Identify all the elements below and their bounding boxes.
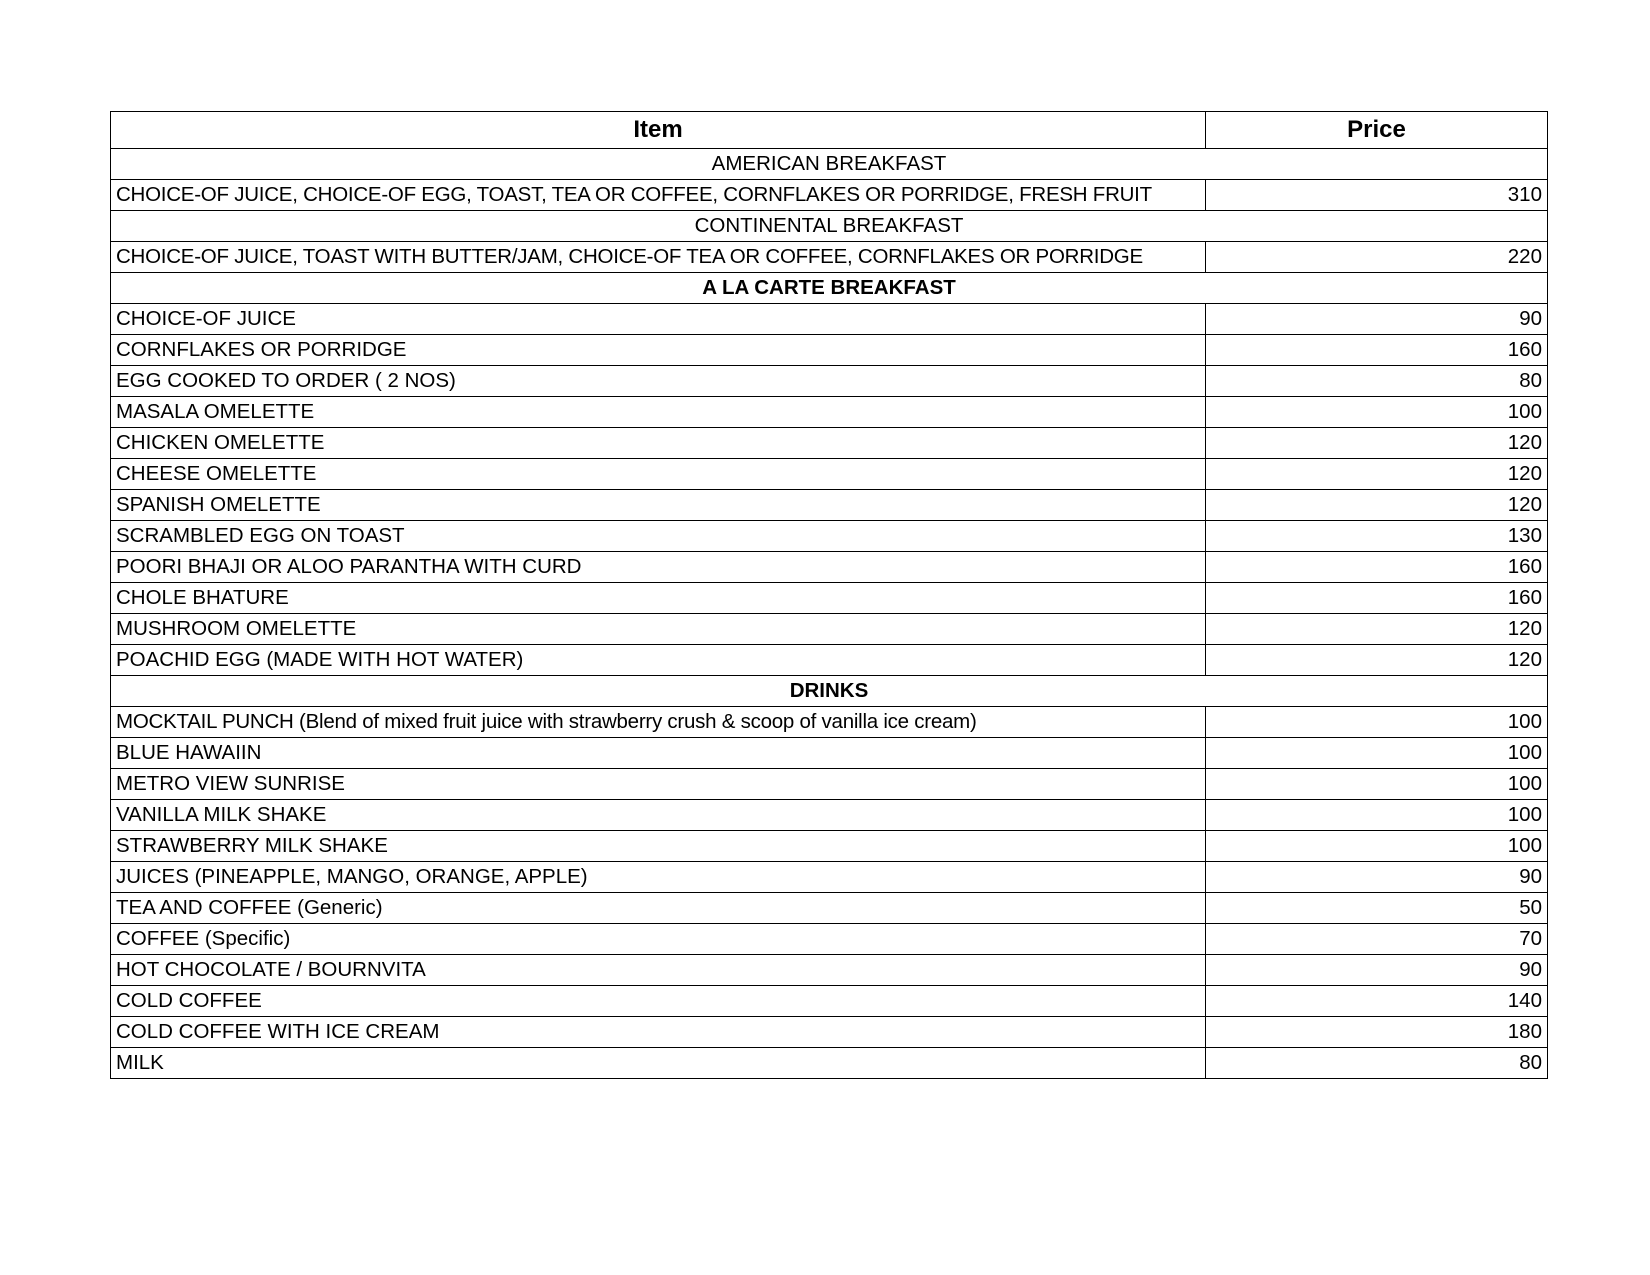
table-row [111, 180, 1548, 211]
table-row [111, 490, 1548, 521]
item-price: 80 [1206, 366, 1548, 397]
table-row [111, 1017, 1548, 1048]
table-row [111, 583, 1548, 614]
item-name: HOT CHOCOLATE / BOURNVITA [111, 955, 1206, 986]
item-name: CHEESE OMELETTE [111, 459, 1206, 490]
section-row [111, 273, 1548, 304]
item-price: 160 [1206, 583, 1548, 614]
item-price: 140 [1206, 986, 1548, 1017]
item-price: 180 [1206, 1017, 1548, 1048]
item-price: 120 [1206, 614, 1548, 645]
table-row [111, 893, 1548, 924]
column-header-price: Price [1206, 112, 1548, 149]
item-name: MOCKTAIL PUNCH (Blend of mixed fruit juice with strawberry crush & scoop of vanilla ice cream) [111, 707, 1206, 738]
section-heading: DRINKS [111, 676, 1548, 707]
item-price: 90 [1206, 955, 1548, 986]
section-row [111, 676, 1548, 707]
table-row [111, 862, 1548, 893]
item-name: MASALA OMELETTE [111, 397, 1206, 428]
item-name: JUICES (PINEAPPLE, MANGO, ORANGE, APPLE) [111, 862, 1206, 893]
item-price: 100 [1206, 800, 1548, 831]
section-row [111, 149, 1548, 180]
item-price: 120 [1206, 428, 1548, 459]
item-name: TEA AND COFFEE (Generic) [111, 893, 1206, 924]
item-name: SPANISH OMELETTE [111, 490, 1206, 521]
table-row [111, 614, 1548, 645]
table-row [111, 738, 1548, 769]
item-price: 310 [1206, 180, 1548, 211]
item-price: 160 [1206, 552, 1548, 583]
item-price: 100 [1206, 738, 1548, 769]
table-row [111, 552, 1548, 583]
table-row [111, 366, 1548, 397]
item-name: CHOLE BHATURE [111, 583, 1206, 614]
menu-body [111, 149, 1548, 1079]
table-row [111, 800, 1548, 831]
table-row [111, 924, 1548, 955]
item-name: CORNFLAKES OR PORRIDGE [111, 335, 1206, 366]
table-row [111, 242, 1548, 273]
item-name: COLD COFFEE WITH ICE CREAM [111, 1017, 1206, 1048]
item-price: 80 [1206, 1048, 1548, 1079]
menu-table [110, 111, 1548, 1079]
item-name: METRO VIEW SUNRISE [111, 769, 1206, 800]
column-header-item: Item [111, 112, 1206, 149]
table-row [111, 521, 1548, 552]
item-name: SCRAMBLED EGG ON TOAST [111, 521, 1206, 552]
table-row [111, 769, 1548, 800]
item-name: BLUE HAWAIIN [111, 738, 1206, 769]
table-row [111, 397, 1548, 428]
item-price: 220 [1206, 242, 1548, 273]
table-row [111, 1048, 1548, 1079]
section-heading: CONTINENTAL BREAKFAST [111, 211, 1548, 242]
item-name: STRAWBERRY MILK SHAKE [111, 831, 1206, 862]
item-price: 100 [1206, 707, 1548, 738]
section-heading: A LA CARTE BREAKFAST [111, 273, 1548, 304]
item-name: MUSHROOM OMELETTE [111, 614, 1206, 645]
table-row [111, 986, 1548, 1017]
item-name: POACHID EGG (MADE WITH HOT WATER) [111, 645, 1206, 676]
item-name: COFFEE (Specific) [111, 924, 1206, 955]
item-name: CHOICE-OF JUICE, TOAST WITH BUTTER/JAM, CHOICE-OF TEA OR COFFEE, CORNFLAKES OR PORRIDGE [111, 242, 1206, 273]
table-row [111, 831, 1548, 862]
item-name: MILK [111, 1048, 1206, 1079]
item-price: 120 [1206, 490, 1548, 521]
item-name: VANILLA MILK SHAKE [111, 800, 1206, 831]
item-name: CHICKEN OMELETTE [111, 428, 1206, 459]
table-row [111, 955, 1548, 986]
item-name: POORI BHAJI OR ALOO PARANTHA WITH CURD [111, 552, 1206, 583]
item-price: 130 [1206, 521, 1548, 552]
item-price: 160 [1206, 335, 1548, 366]
table-row [111, 335, 1548, 366]
item-price: 100 [1206, 397, 1548, 428]
item-name: CHOICE-OF JUICE, CHOICE-OF EGG, TOAST, TEA OR COFFEE, CORNFLAKES OR PORRIDGE, FRESH FRUIT [111, 180, 1206, 211]
item-price: 120 [1206, 645, 1548, 676]
table-header-row [111, 112, 1548, 149]
item-name: EGG COOKED TO ORDER ( 2 NOS) [111, 366, 1206, 397]
item-price: 50 [1206, 893, 1548, 924]
item-price: 100 [1206, 769, 1548, 800]
item-price: 70 [1206, 924, 1548, 955]
table-row [111, 459, 1548, 490]
table-row [111, 707, 1548, 738]
item-price: 90 [1206, 862, 1548, 893]
section-heading: AMERICAN BREAKFAST [111, 149, 1548, 180]
item-name: CHOICE-OF JUICE [111, 304, 1206, 335]
table-row [111, 428, 1548, 459]
item-name: COLD COFFEE [111, 986, 1206, 1017]
item-price: 90 [1206, 304, 1548, 335]
section-row [111, 211, 1548, 242]
table-row [111, 304, 1548, 335]
item-price: 120 [1206, 459, 1548, 490]
table-row [111, 645, 1548, 676]
item-price: 100 [1206, 831, 1548, 862]
